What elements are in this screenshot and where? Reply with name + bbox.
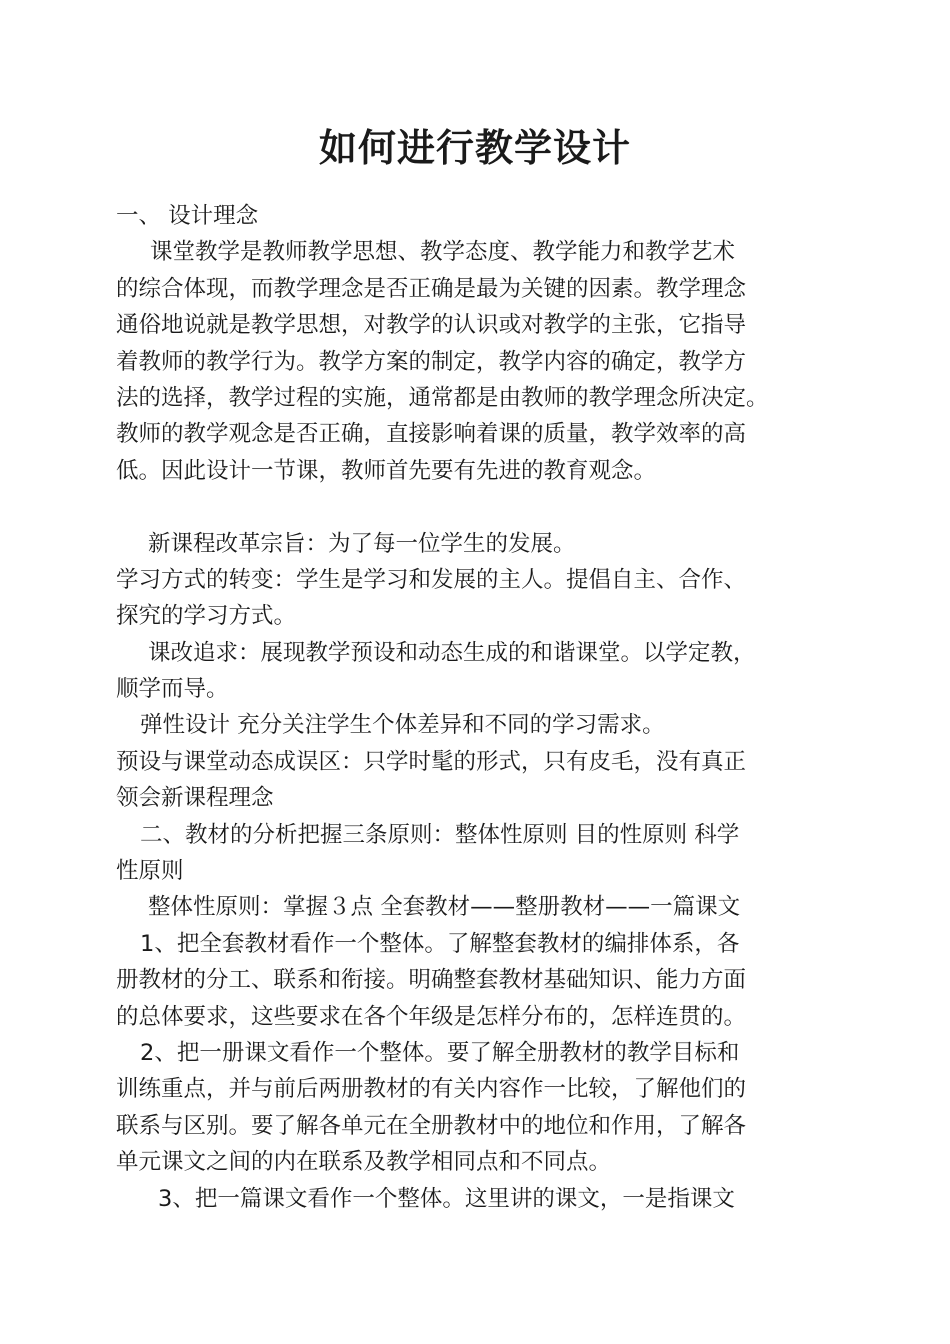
document-body xyxy=(116,198,846,1217)
paragraph-line: 联系与区别。要了解各单元在全册教材中的地位和作用，了解各 xyxy=(116,1112,747,1139)
paragraph-line: 的总体要求，这些要求在各个年级是怎样分布的，怎样连贯的。 xyxy=(116,1003,747,1030)
paragraph-line: 整体性原则：掌握３点 全套教材——整册教材——一篇课文 xyxy=(148,894,741,921)
paragraph-line: 单元课文之间的内在联系及教学相同点和不同点。 xyxy=(116,1149,612,1176)
paragraph-line: 课堂教学是教师教学思想、教学态度、教学能力和教学艺术 xyxy=(150,239,736,266)
paragraph-line: 探究的学习方式。 xyxy=(116,603,297,630)
document-title: 如何进行教学设计 xyxy=(318,126,631,170)
paragraph-line: 法的选择，教学过程的实施，通常都是由教师的教学理念所决定。 xyxy=(116,384,769,411)
blank-line xyxy=(116,489,846,525)
paragraph-line: 领会新课程理念 xyxy=(116,785,274,812)
paragraph-line: 学习方式的转变：学生是学习和发展的主人。提倡自主、合作、 xyxy=(116,566,747,593)
paragraph-line: 新课程改革宗旨：为了每一位学生的发展。 xyxy=(148,530,576,557)
paragraph-line: 册教材的分工、联系和衔接。明确整套教材基础知识、能力方面 xyxy=(116,967,747,994)
paragraph-line: 顺学而导。 xyxy=(116,676,229,703)
list-item-line: 1、把全套教材看作一个整体。了解整套教材的编排体系，各 xyxy=(140,930,740,957)
paragraph-line: 训练重点，并与前后两册教材的有关内容作一比较，了解他们的 xyxy=(116,1076,747,1103)
paragraph-line: 低。因此设计一节课，教师首先要有先进的教育观念。 xyxy=(116,457,657,484)
paragraph-line: 预设与课堂动态成误区：只学时髦的形式，只有皮毛，没有真正 xyxy=(116,748,747,775)
paragraph-line: 着教师的教学行为。教学方案的制定，教学内容的确定，教学方 xyxy=(116,348,747,375)
section-heading-design-concept: 一、 设计理念 xyxy=(116,203,259,229)
paragraph-line: 通俗地说就是教学思想，对教学的认识或对教学的主张，它指导 xyxy=(116,312,747,339)
list-item-line: 3、把一篇课文看作一个整体。这里讲的课文，一是指课文 xyxy=(158,1185,735,1212)
list-item-line: 2、把一册课文看作一个整体。要了解全册教材的教学目标和 xyxy=(140,1039,740,1066)
paragraph-line: 性原则 xyxy=(116,858,184,885)
paragraph-line: 的综合体现，而教学理念是否正确是最为关键的因素。教学理念 xyxy=(116,275,747,302)
paragraph-line: 课改追求：展现教学预设和动态生成的和谐课堂。以学定教， xyxy=(148,639,756,666)
section-heading-textbook-analysis: 二、教材的分析把握三条原则：整体性原则 目的性原则 科学 xyxy=(140,821,740,848)
paragraph-line: 教师的教学观念是否正确，直接影响着课的质量，教学效率的高 xyxy=(116,421,747,448)
paragraph-line: 弹性设计 充分关注学生个体差异和不同的学习需求。 xyxy=(140,712,665,739)
